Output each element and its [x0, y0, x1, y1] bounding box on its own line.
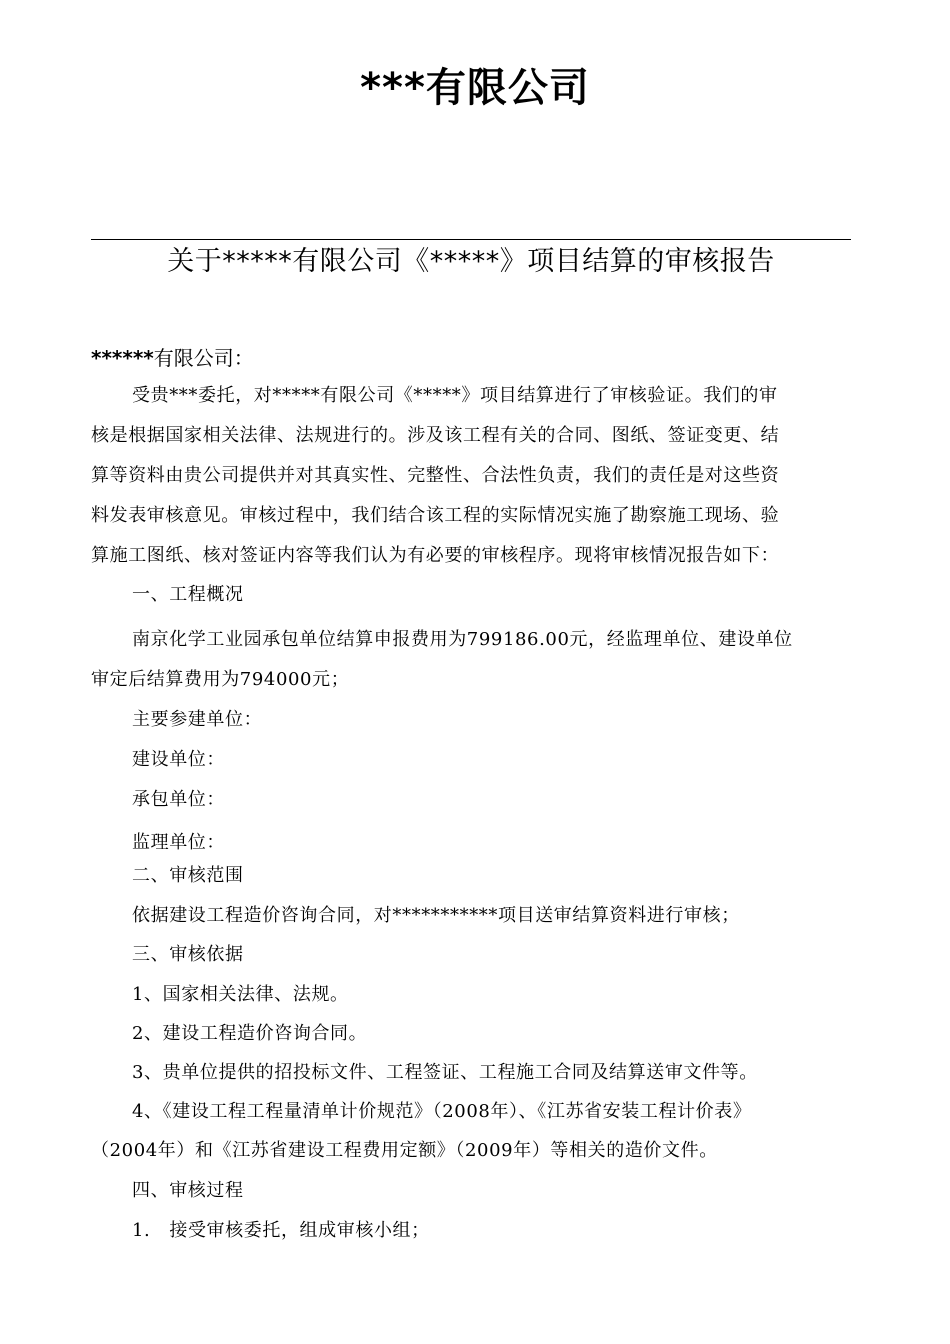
list-item: 4、《建设工程工程量清单计价规范》（2008年）、《江苏省安装工程计价表》 — [132, 1101, 752, 1122]
report-title: 关于*****有限公司《*****》项目结算的审核报告 — [167, 246, 775, 277]
body-line: 监理单位： — [132, 832, 225, 853]
list-item: 3、贵单位提供的招投标文件、工程签证、工程施工合同及结算送审文件等。 — [132, 1062, 758, 1083]
body-line: （2004年）和《江苏省建设工程费用定额》（2009年）等相关的造价文件。 — [91, 1140, 718, 1161]
company-title: ***有限公司 — [360, 65, 590, 111]
list-item: 2、建设工程造价咨询合同。 — [132, 1023, 368, 1044]
body-line: 算施工图纸、核对签证内容等我们认为有必要的审核程序。现将审核情况报告如下： — [91, 545, 780, 566]
list-item: 1. 接受审核委托，组成审核小组； — [132, 1220, 430, 1241]
section-heading: 三、审核依据 — [132, 944, 244, 965]
body-line: 审定后结算费用为794000元； — [91, 669, 350, 690]
body-line: 南京化学工业园承包单位结算申报费用为799186.00元，经监理单位、建设单位 — [132, 629, 793, 650]
addressee-suffix: 有限公司： — [153, 346, 254, 370]
section-heading: 二、审核范围 — [132, 865, 244, 886]
title-divider — [91, 239, 851, 240]
body-line: 料发表审核意见。审核过程中，我们结合该工程的实际情况实施了勘察施工现场、验 — [91, 505, 780, 526]
body-line: 建设单位： — [132, 749, 225, 770]
addressee-prefix: ****** — [91, 346, 154, 370]
list-item: 1、国家相关法律、法规。 — [132, 984, 349, 1005]
body-line: 受贵***委托，对*****有限公司《*****》项目结算进行了审核验证。我们的审 — [132, 385, 778, 406]
body-line: 算等资料由贵公司提供并对其真实性、完整性、合法性负责，我们的责任是对这些资 — [91, 465, 780, 486]
body-line: 依据建设工程造价咨询合同，对***********项目送审结算资料进行审核； — [132, 905, 740, 926]
body-line: 核是根据国家相关法律、法规进行的。涉及该工程有关的合同、图纸、签证变更、结 — [91, 425, 780, 446]
section-heading: 一、工程概况 — [132, 584, 244, 605]
section-heading: 四、审核过程 — [132, 1180, 244, 1201]
body-line: 承包单位： — [132, 789, 225, 810]
addressee — [91, 342, 254, 374]
body-line: 主要参建单位： — [132, 709, 263, 730]
